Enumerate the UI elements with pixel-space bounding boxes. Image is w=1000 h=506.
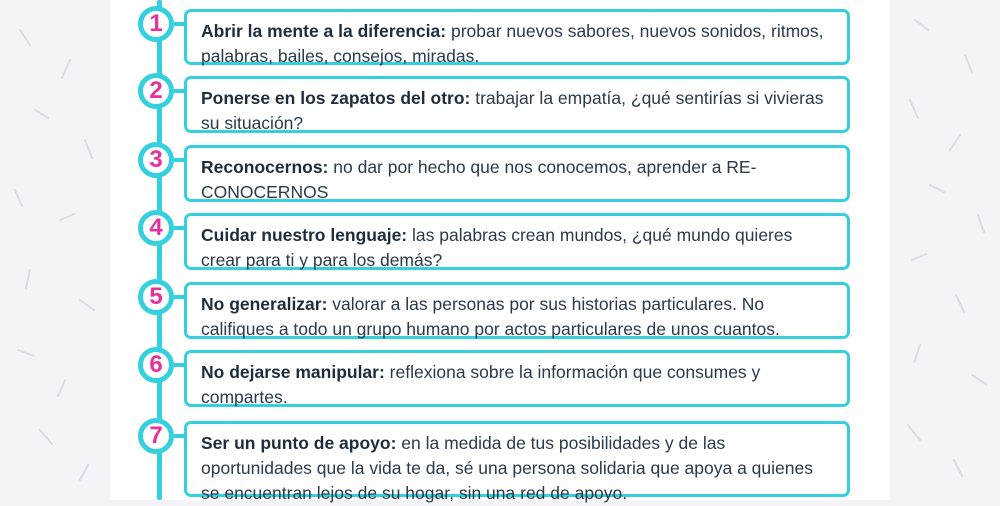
step-card bbox=[184, 145, 850, 202]
confetti-pattern-icon bbox=[0, 0, 110, 500]
step-text: no dar por hecho que nos conocemos, aprender a RE-CONOCERNOS bbox=[201, 157, 757, 202]
step-card bbox=[184, 350, 850, 407]
step-number-badge: 2 bbox=[138, 73, 174, 109]
step-number-badge: 7 bbox=[138, 418, 174, 454]
step-number-badge: 3 bbox=[138, 142, 174, 178]
step-connector bbox=[174, 22, 184, 26]
step-card bbox=[184, 76, 850, 133]
step-title: Ser un punto de apoyo: bbox=[201, 433, 397, 453]
step-text: trabajar la empatía, ¿qué sentirías si vivieras su situación? bbox=[201, 88, 824, 133]
decorative-pattern-left bbox=[0, 0, 110, 500]
step-title: Reconocernos: bbox=[201, 157, 329, 177]
step-number-badge: 1 bbox=[138, 6, 174, 42]
step-text: en la medida de tus posibilidades y de las oportunidades que la vida te da, sé una persona solidaria que apoya a quienes se encuentran lejos de su hogar, sin una red de apoyo. bbox=[201, 433, 813, 503]
step-title: Cuidar nuestro lenguaje: bbox=[201, 225, 408, 245]
step-card bbox=[184, 9, 850, 65]
step-text: probar nuevos sabores, nuevos sonidos, ritmos, palabras, bailes, consejos, miradas. bbox=[201, 21, 824, 66]
step-number-badge: 5 bbox=[138, 279, 174, 315]
step-card bbox=[184, 282, 850, 339]
step-text: valorar a las personas por sus historias particulares. No califiques a todo un grupo humano por actos particulares de unos cuantos. bbox=[201, 294, 780, 339]
step-title: Abrir la mente a la diferencia: bbox=[201, 21, 447, 41]
step-text: reflexiona sobre la información que consumes y compartes. bbox=[201, 362, 761, 407]
step-title: No generalizar: bbox=[201, 294, 328, 314]
step-connector bbox=[174, 89, 184, 93]
decorative-pattern-right bbox=[890, 0, 1000, 500]
step-card bbox=[184, 421, 850, 503]
step-number-badge: 4 bbox=[138, 210, 174, 246]
step-text: las palabras crean mundos, ¿qué mundo quieres crear para ti y para los demás? bbox=[201, 225, 793, 270]
step-title: No dejarse manipular: bbox=[201, 362, 385, 382]
step-connector bbox=[174, 363, 184, 367]
step-connector bbox=[174, 226, 184, 230]
step-title: Ponerse en los zapatos del otro: bbox=[201, 88, 471, 108]
confetti-pattern-icon bbox=[890, 0, 1000, 500]
step-connector bbox=[174, 158, 184, 162]
step-number-badge: 6 bbox=[138, 347, 174, 383]
step-connector bbox=[174, 295, 184, 299]
step-card bbox=[184, 213, 850, 270]
step-connector bbox=[174, 434, 184, 438]
